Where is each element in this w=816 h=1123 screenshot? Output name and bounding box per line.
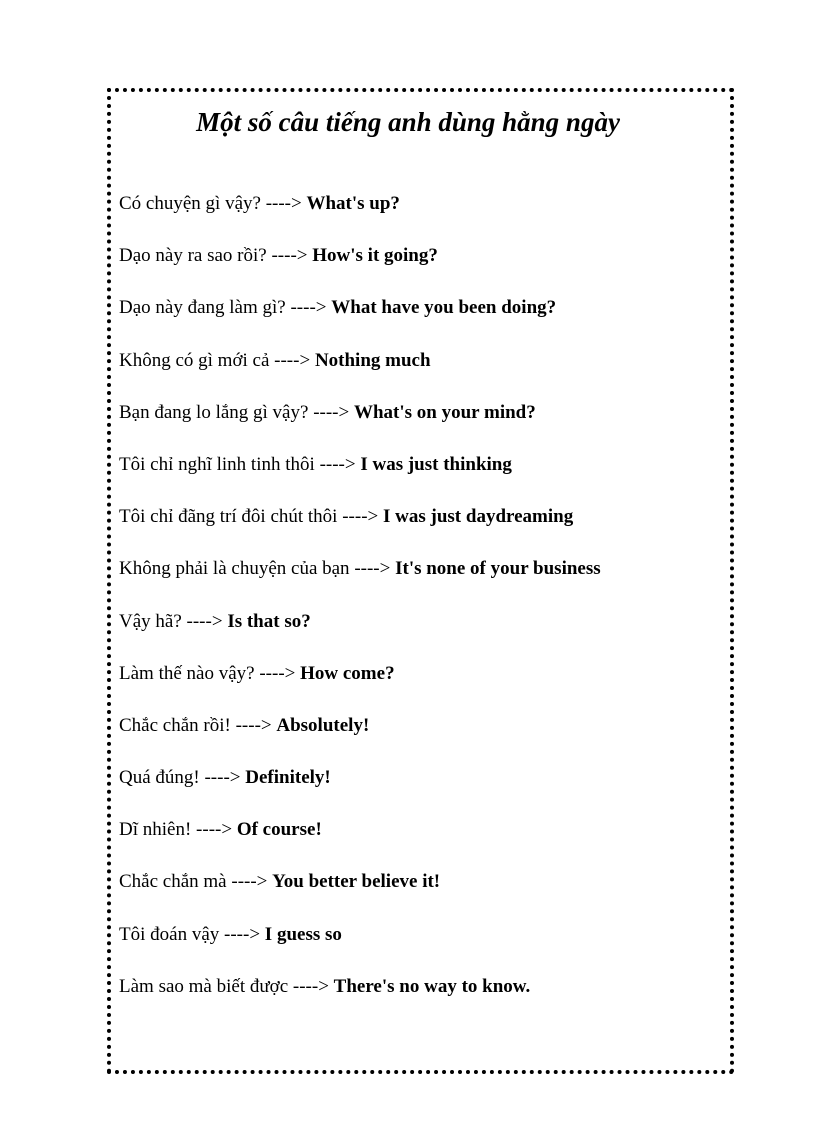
english-phrase: What's up? bbox=[306, 193, 400, 214]
phrase-row bbox=[119, 241, 601, 293]
vietnamese-phrase: Chắc chắn rồi! bbox=[119, 714, 231, 736]
arrow-separator: ----> bbox=[235, 714, 272, 736]
vietnamese-phrase: Bạn đang lo lắng gì vậy? bbox=[119, 401, 309, 423]
arrow-separator: ----> bbox=[313, 401, 350, 423]
phrase-row bbox=[119, 920, 601, 972]
english-phrase: Absolutely! bbox=[276, 714, 370, 736]
phrase-row bbox=[119, 972, 601, 1024]
english-phrase: Of course! bbox=[236, 819, 322, 841]
phrase-row bbox=[119, 659, 601, 711]
phrase-row bbox=[119, 346, 601, 398]
vietnamese-phrase: Quá đúng! bbox=[119, 767, 200, 789]
phrase-row bbox=[119, 398, 601, 450]
arrow-separator: ----> bbox=[319, 453, 356, 475]
english-phrase: What's on your mind? bbox=[353, 401, 536, 423]
arrow-separator: ----> bbox=[292, 975, 329, 997]
arrow-separator: ----> bbox=[271, 245, 308, 267]
vietnamese-phrase: Có chuyện gì vậy? bbox=[119, 193, 261, 214]
vietnamese-phrase: Dạo này ra sao rồi? bbox=[119, 245, 267, 267]
vietnamese-phrase: Chắc chắn mà bbox=[119, 871, 227, 893]
vietnamese-phrase: Làm sao mà biết được bbox=[119, 975, 289, 997]
vietnamese-phrase: Làm thế nào vậy? bbox=[119, 662, 255, 684]
phrase-row bbox=[119, 763, 601, 815]
english-phrase: How come? bbox=[300, 662, 395, 684]
vietnamese-phrase: Không phải là chuyện của bạn bbox=[119, 558, 350, 580]
vietnamese-phrase: Vậy hã? bbox=[119, 610, 182, 632]
english-phrase: There's no way to know. bbox=[333, 975, 531, 997]
english-phrase: What have you been doing? bbox=[331, 297, 557, 319]
vietnamese-phrase: Dạo này đang làm gì? bbox=[119, 297, 286, 319]
phrase-row bbox=[119, 815, 601, 867]
arrow-separator: ----> bbox=[231, 871, 268, 893]
english-phrase: Nothing much bbox=[314, 349, 431, 371]
arrow-separator: ----> bbox=[274, 349, 311, 371]
phrase-row bbox=[119, 867, 601, 919]
page-title: Một số câu tiếng anh dùng hằng ngày bbox=[196, 107, 620, 137]
arrow-separator: ----> bbox=[259, 662, 296, 684]
arrow-separator: ----> bbox=[342, 506, 379, 528]
english-phrase: It's none of your business bbox=[395, 558, 601, 580]
phrase-row bbox=[119, 711, 601, 763]
arrow-separator: ----> bbox=[265, 193, 302, 214]
phrase-row bbox=[119, 450, 601, 502]
phrase-list bbox=[119, 189, 601, 1024]
phrase-row bbox=[119, 502, 601, 554]
english-phrase: I guess so bbox=[264, 923, 342, 945]
vietnamese-phrase: Tôi chỉ đãng trí đôi chút thôi bbox=[119, 506, 338, 528]
phrase-row bbox=[119, 554, 601, 606]
english-phrase: I was just daydreaming bbox=[383, 506, 574, 528]
vietnamese-phrase: Dĩ nhiên! bbox=[119, 819, 192, 841]
english-phrase: You better believe it! bbox=[272, 871, 441, 893]
arrow-separator: ----> bbox=[204, 767, 241, 789]
arrow-separator: ----> bbox=[290, 297, 327, 319]
phrase-row bbox=[119, 293, 601, 345]
arrow-separator: ----> bbox=[354, 558, 391, 580]
english-phrase: How's it going? bbox=[312, 245, 438, 267]
english-phrase: Is that so? bbox=[227, 610, 311, 632]
arrow-separator: ----> bbox=[196, 819, 233, 841]
phrase-row bbox=[119, 607, 601, 659]
arrow-separator: ----> bbox=[224, 923, 261, 945]
arrow-separator: ----> bbox=[186, 610, 223, 632]
phrase-row bbox=[119, 189, 601, 241]
vietnamese-phrase: Tôi chỉ nghĩ linh tinh thôi bbox=[119, 453, 315, 475]
vietnamese-phrase: Không có gì mới cả bbox=[119, 349, 270, 371]
vietnamese-phrase: Tôi đoán vậy bbox=[119, 923, 220, 945]
english-phrase: I was just thinking bbox=[360, 453, 512, 475]
english-phrase: Definitely! bbox=[245, 767, 331, 789]
